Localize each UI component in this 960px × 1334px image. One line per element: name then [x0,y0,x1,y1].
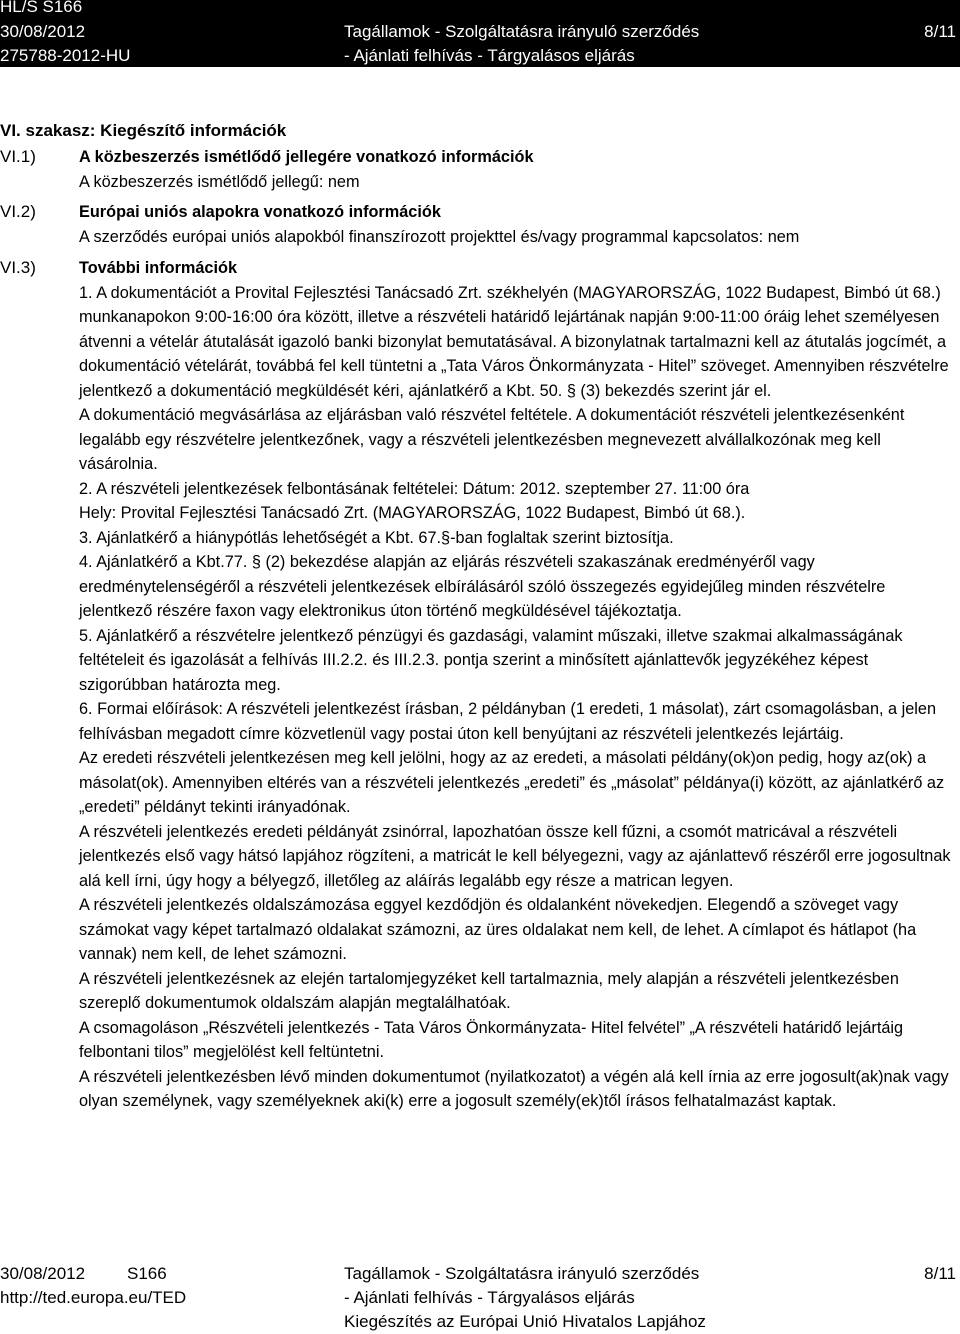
footer-issue: S166 [127,1264,167,1283]
paragraph: Hely: Provital Fejlesztési Tanácsadó Zrt. (MAGYARORSZÁG, 1022 Budapest, Bimbó út 68.). [79,504,746,522]
section-number: VI.1) [0,147,36,166]
section-block [79,200,951,249]
footer-title-line1: Tagállamok - Szolgáltatásra irányuló szerződés [344,1264,700,1283]
paragraph: 4. Ajánlatkérő a Kbt.77. § (2) bekezdése alapján az eljárás részvételi szakaszának eredményéről vagy eredménytelenségéről a részvételi jelentkezések elbírálásáról szóló összegezés egyidejűleg minden részvételre jelentkező részére faxon vagy elektronikus úton történő megküldésével tájékoztatja. [79,553,886,620]
paragraph: A csomagoláson „Részvételi jelentkezés - Tata Város Önkormányzata- Hitel felvétel” „A részvételi határidő lejártáig felbontani tilos” megjelölést kell feltüntetni. [79,1018,904,1061]
footer-date: 30/08/2012 [0,1264,86,1283]
paragraph: A dokumentáció megvásárlása az eljárásban való részvétel feltétele. A dokumentációt részvételi jelentkezésenként legalább egy részvételre jelentkezőnek, vagy a részvételi jelentkezésben megnevezett alvállalkozónak meg kell vásárolnia. [79,406,905,473]
header-date: 30/08/2012 [0,22,86,41]
footer-title-line3: Kiegészítés az Európai Unió Hivatalos Lapjához [344,1312,706,1331]
paragraph: 6. Formai előírások: A részvételi jelentkezést írásban, 2 példányban (1 eredeti, 1 másolat), zárt csomagolásban, a jelen felhívásban megadott címre közvetlenül vagy postai úton kell benyújtani az részvételi jelentkezés lejártáig. [79,700,937,743]
header-title-line1: Tagállamok - Szolgáltatásra irányuló szerződés [344,22,700,41]
section-line: A közbeszerzés ismétlődő jellegű: nem [79,172,360,191]
section-heading: A közbeszerzés ismétlődő jellegére vonatkozó információk [79,148,534,166]
section-number: VI.2) [0,202,36,221]
section-heading: További információk [79,259,238,277]
paragraph: 1. A dokumentációt a Provital Fejlesztési Tanácsadó Zrt. székhelyén (MAGYARORSZÁG, 1022 Budapest, Bimbó út 68.) munkanapokon 9:00-16:00 óra között, illetve a részvételi határidő lejártának napján 9:00-11:00 óráig lehet személyesen átvenni a vételár átutalását igazoló banki bizonylat bemutatásával. A bizonylatnak tartalmazni kell az átutalás jogcímét, a dokumentáció vételárát, továbbá fel kell tüntetni a „Tata Város Önkormányzata - Hitel” szöveget. Amennyiben részvételre jelentkező a dokumentáció megküldését kéri, ajánlatkérő a Kbt. 50. § (3) bekezdés szerint jár el. [79,283,949,400]
header-title-line2: - Ajánlati felhívás - Tárgyalásos eljárás [344,46,635,65]
section-title: VI. szakasz: Kiegészítő információk [0,121,287,140]
header-page-number: 8/11 [924,22,956,41]
paragraph: A részvételi jelentkezésben lévő minden dokumentumot (nyilatkozatot) a végén alá kell írnia az erre jogosult(ak)nak vagy olyan személynek, vagy személyeknek aki(k) erre a jogosult személy(ek)től írásos felhatalmazást kaptak. [79,1067,949,1110]
section-number: VI.3) [0,258,36,277]
paragraph: 3. Ajánlatkérő a hiánypótlás lehetőségét a Kbt. 67.§-ban foglaltak szerint biztosítja. [79,528,674,547]
footer-page-number: 8/11 [924,1264,956,1283]
paragraph: 5. Ajánlatkérő a részvételre jelentkező pénzügyi és gazdasági, valamint műszaki, illetve szakmai alkalmasságának feltételeit és igazolását a felhívás III.2.2. és III.2.3. pontja szerint a minősített ajánlattevők jegyzékéhez képest szigorúbban határozta meg. [79,626,903,694]
page-header [0,0,960,67]
section-line: A szerződés európai uniós alapokból finanszírozott projekttel és/vagy programmal kapcsolatos: nem [79,227,800,246]
section-block [79,145,951,194]
section-block [79,256,951,1114]
paragraph: 2. A részvételi jelentkezések felbontásának feltételei: Dátum: 2012. szeptember 27. 11:00 óra [79,479,750,498]
footer-title-line2: - Ajánlati felhívás - Tárgyalásos eljárás [344,1288,635,1307]
footer-url-link[interactable]: http://ted.europa.eu/TED [0,1288,187,1307]
section-heading: Európai uniós alapokra vonatkozó információk [79,203,441,221]
paragraph: A részvételi jelentkezés eredeti példányát zsinórral, lapozhatóan össze kell fűzni, a csomót matricával a részvételi jelentkezés első vagy hátsó lapjához rögzíteni, a matricát le kell bélyegezni, vagy az ajánlattevő részéről erre jogosultnak alá kell írni, úgy hogy a bélyegző, illetőleg az aláírás legalább egy része a matrican legyen. [79,822,951,890]
header-reference: 275788-2012-HU [0,46,131,65]
paragraph: A részvételi jelentkezés oldalszámozása eggyel kezdődjön és oldalanként növekedjen. Elegendő a szöveget vagy számokat vagy képet tartalmazó oldalakat számozni, az üres oldalakat nem kell, de lehet. A címlapot és hátlapot (ha vannak) nem kell, de lehet számozni. [79,896,917,963]
paragraph: A részvételi jelentkezésnek az elején tartalomjegyzéket kell tartalmaznia, mely alapján a részvételi jelentkezésben szereplő dokumentumok oldalszám alapján megtalálhatóak. [79,969,899,1012]
journal-code: HL/S S166 [0,0,83,16]
paragraph: Az eredeti részvételi jelentkezésen meg kell jelölni, hogy az az eredeti, a másolati példány(ok)on pedig, hogy az(ok) a másolat(ok). Amennyiben eltérés van a részvételi jelentkezés „eredeti” és „másolat” példánya(i) között, az ajánlatkérő az „eredeti” példányt tekinti irányadónak. [79,749,945,816]
